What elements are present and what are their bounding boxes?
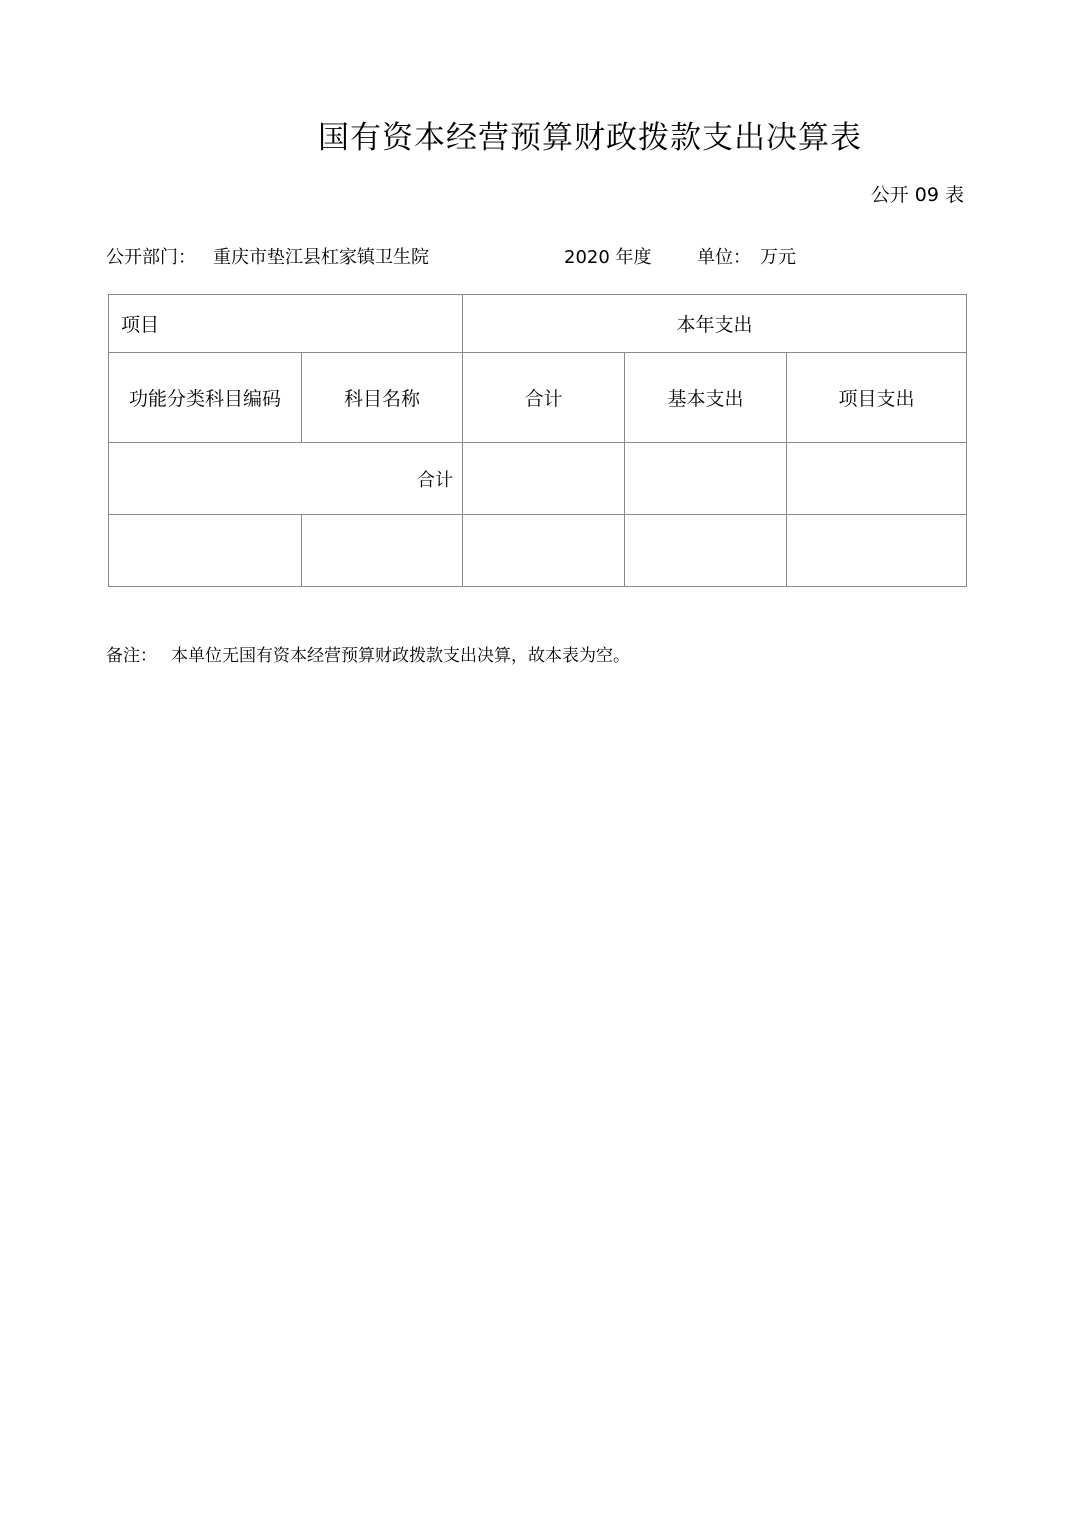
total-row-project: [787, 443, 967, 515]
total-row-basic: [625, 443, 787, 515]
total-row-label: 合计: [109, 443, 463, 515]
note-label: 备注：: [106, 646, 157, 666]
table-row: [109, 515, 967, 587]
table-header-row: [109, 295, 967, 353]
total-row: [109, 443, 967, 515]
col-header-total: 合计: [463, 353, 625, 443]
expense-table: [108, 294, 967, 587]
cell-total: [463, 515, 625, 587]
table-subheader-row: [109, 353, 967, 443]
header-year-expense: 本年支出: [463, 295, 967, 353]
header-project: 项目: [109, 295, 463, 353]
unit-label: 单位：: [697, 247, 751, 268]
cell-code: [109, 515, 302, 587]
page-title: 国有资本经营预算财政拨款支出决算表: [318, 120, 862, 156]
department-value: 重庆市垫江县杠家镇卫生院: [213, 247, 429, 268]
col-header-name: 科目名称: [302, 353, 463, 443]
col-header-basic: 基本支出: [625, 353, 787, 443]
col-header-code: 功能分类科目编码: [109, 353, 302, 443]
cell-name: [302, 515, 463, 587]
fiscal-year: 2020 年度: [564, 247, 652, 268]
total-row-total: [463, 443, 625, 515]
unit-value: 万元: [760, 247, 796, 268]
cell-basic: [625, 515, 787, 587]
note-text: 本单位无国有资本经营预算财政拨款支出决算，故本表为空。: [171, 646, 630, 666]
form-number: 公开 09 表: [870, 184, 964, 206]
col-header-project: 项目支出: [787, 353, 967, 443]
cell-project: [787, 515, 967, 587]
department-label: 公开部门：: [106, 247, 196, 268]
